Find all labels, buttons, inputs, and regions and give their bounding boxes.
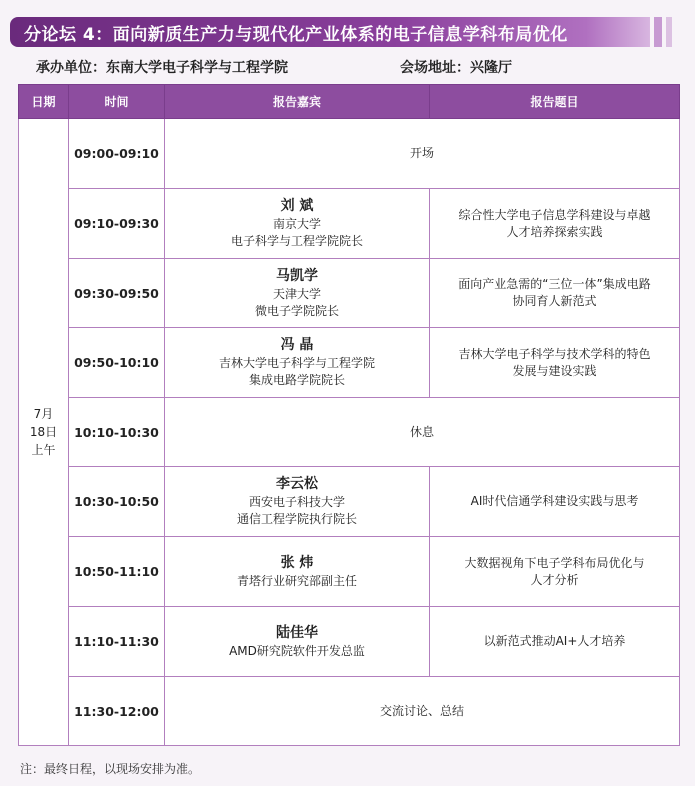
- speaker-position: 通信工程学院执行院长: [236, 512, 357, 526]
- session-cell: 休息: [165, 398, 680, 467]
- schedule-table: [18, 84, 680, 746]
- header-topic: 报告题目: [430, 85, 680, 119]
- venue-address: 会场地址：兴隆厅: [400, 60, 512, 76]
- date-cell: [19, 119, 69, 746]
- speaker-position: 电子科学与工程学院院长: [230, 234, 363, 248]
- title-stripe-decoration: [666, 17, 672, 47]
- table-row: [19, 677, 680, 746]
- schedule-table-wrap: [18, 84, 679, 746]
- table-header-row: [19, 85, 680, 119]
- time-cell: 11:30-12:00: [69, 677, 165, 746]
- session-cell: 交流讨论、总结: [165, 677, 680, 746]
- forum-info-row: [36, 57, 675, 79]
- speaker-cell: [165, 607, 430, 677]
- speaker-position: 青塔行业研究部副主任: [236, 573, 357, 588]
- speaker-name: 李云松: [276, 476, 318, 492]
- table-row: [19, 189, 680, 259]
- speaker-cell: [165, 328, 430, 398]
- time-cell: 09:30-09:50: [69, 259, 165, 328]
- speaker-name: 马凯学: [276, 267, 318, 284]
- speaker-cell: [165, 537, 430, 607]
- time-cell: 10:10-10:30: [69, 398, 165, 467]
- speaker-name: 陆佳华: [276, 624, 318, 641]
- footnote: 注：最终日程，以现场安排为准。: [20, 762, 201, 776]
- topic-line: 人才分析: [530, 572, 579, 587]
- session-cell: 开场: [165, 119, 680, 189]
- speaker-name: 刘 斌: [280, 198, 314, 214]
- speaker-affiliation: 南京大学: [272, 217, 321, 231]
- table-row: [19, 259, 680, 328]
- time-cell: 09:50-10:10: [69, 328, 165, 398]
- time-cell: 10:50-11:10: [69, 537, 165, 607]
- topic-line: 面向产业急需的“三位一体”集成电路: [458, 277, 651, 291]
- table-row: [19, 537, 680, 607]
- header-speaker: 报告嘉宾: [165, 85, 430, 119]
- table-row: [19, 398, 680, 467]
- table-row: [19, 607, 680, 677]
- topic-cell: [430, 189, 680, 259]
- time-cell: 09:10-09:30: [69, 189, 165, 259]
- table-row: [19, 119, 680, 189]
- forum-title: 分论坛 4：面向新质生产力与现代化产业体系的电子信息学科布局优化: [24, 24, 568, 45]
- topic-line: AI时代信通学科建设实践与思考: [470, 494, 639, 508]
- topic-line: 人才培养探索实践: [506, 224, 603, 239]
- topic-line: 综合性大学电子信息学科建设与卓越: [458, 207, 651, 222]
- header-time: 时间: [69, 85, 165, 119]
- topic-line: 以新范式推动AI+人才培养: [483, 634, 626, 648]
- date-month: 7月: [33, 407, 54, 421]
- title-stripe-decoration: [654, 17, 662, 47]
- header-date: 日期: [19, 85, 69, 119]
- speaker-cell: [165, 467, 430, 537]
- speaker-position: 集成电路学院院长: [248, 373, 345, 387]
- topic-line: 发展与建设实践: [512, 363, 597, 378]
- time-cell: 09:00-09:10: [69, 119, 165, 189]
- speaker-affiliation: 天津大学: [272, 286, 321, 301]
- forum-title-bar: [10, 17, 650, 47]
- speaker-affiliation: 吉林大学电子科学与工程学院: [218, 356, 375, 370]
- topic-cell: [430, 328, 680, 398]
- table-row: [19, 467, 680, 537]
- speaker-affiliation: 西安电子科技大学: [248, 495, 345, 509]
- topic-cell: [430, 537, 680, 607]
- topic-cell: [430, 607, 680, 677]
- topic-line: 大数据视角下电子学科布局优化与: [464, 555, 645, 570]
- host-organizer: 承办单位：东南大学电子科学与工程学院: [36, 60, 288, 76]
- time-cell: 11:10-11:30: [69, 607, 165, 677]
- topic-line: 吉林大学电子科学与技术学科的特色: [458, 346, 651, 361]
- date-period: 上午: [31, 443, 56, 457]
- date-day: 18日: [29, 425, 58, 439]
- speaker-name: 张 炜: [280, 554, 314, 571]
- topic-cell: [430, 259, 680, 328]
- table-row: [19, 328, 680, 398]
- speaker-cell: [165, 259, 430, 328]
- topic-line: 协同育人新范式: [512, 294, 597, 308]
- topic-cell: [430, 467, 680, 537]
- time-cell: 10:30-10:50: [69, 467, 165, 537]
- speaker-cell: [165, 189, 430, 259]
- speaker-position: 微电子学院院长: [254, 303, 339, 318]
- speaker-position: AMD研究院软件开发总监: [229, 643, 365, 658]
- speaker-name: 冯 晶: [280, 337, 314, 353]
